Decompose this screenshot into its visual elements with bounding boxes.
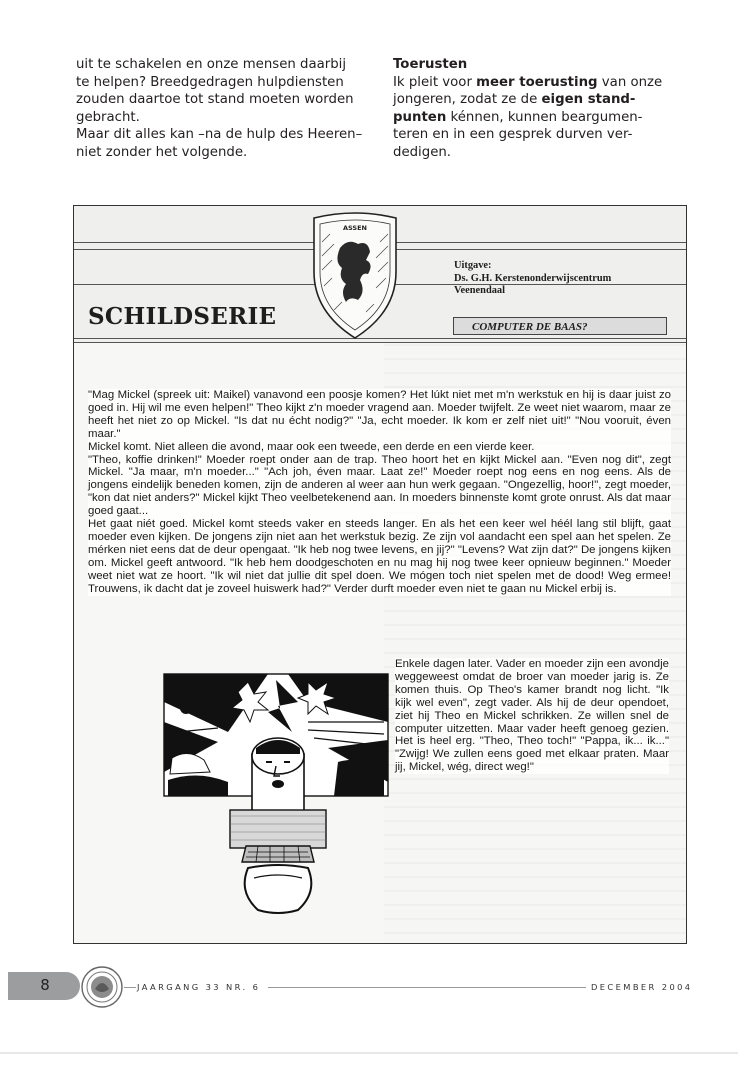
divider: [0, 1052, 738, 1054]
series-header: [74, 206, 686, 343]
text-line: te helpen? Breedgedragen hulpdiensten: [76, 74, 344, 90]
text-line: zouden daartoe tot stand moeten worden: [76, 92, 354, 108]
story-paragraph: Mickel komt. Niet alleen die avond, maar ook een tweede, een derde en een vierde keer.: [88, 440, 535, 453]
story-paragraph: "Theo, koffie drinken!" Moeder roept onder aan de trap. Theo hoort het en kijkt Mickel aan. "Even nog dit", zegt Mickel. "Ja maar, m'n moeder..." "Ach joh, éven maar. Laat ze!" Moeder roept nog eens en nog eens. Als de jongens eindelijk beneden komen, zijn de anderen al weer aan hun werk gegaan. "Ongezellig, hoor!", zegt moeder, "kon dat niet anders?" Mickel kijkt Theo veelbetekenend aan. In moeders binnenste komt grote onrust. Als dat maar goed gaat...: [88, 453, 671, 518]
article-column-right: [393, 56, 683, 162]
text-line: niet zonder het volgende.: [76, 144, 248, 160]
publisher-label: Uitgave:: [454, 260, 492, 271]
text-line: Maar dit alles kan –na de hulp des Heeren–: [76, 127, 363, 143]
text-line: punten kénnen, kunnen beargumen-: [393, 109, 643, 125]
story-paragraph: Enkele dagen later. Vader en moeder zijn een avondje weggeweest omdat de broer van moeder jarig is. Ze komen thuis. Op Theo's kamer brandt nog licht. "Ik kijk wel even", zegt vader. Als hij de deur opendoet, ziet hij Theo en Mickel schrikken. Ze willen snel de computer uitzetten. Maar vader heeft genoeg gezien. Het is heel erg. "Theo, Theo toch!" "Pappa, ik... ik..." "Zwijg! We zullen eens goed met elkaar praten. Maar jij, Mickel, wég, direct weg!": [395, 658, 669, 774]
text-line: uit te schakelen en onze mensen daarbij: [76, 57, 347, 72]
boy-at-computer-illustration: [158, 662, 394, 916]
book-excerpt-frame: [73, 205, 687, 944]
book-title: COMPUTER DE BAAS?: [453, 317, 667, 335]
issue-date: DECEMBER 2004: [591, 982, 693, 992]
series-title: SCHILDSERIE: [88, 303, 282, 330]
publisher-info: [454, 260, 611, 298]
text-line: Ik pleit voor meer toerusting van onze: [393, 74, 663, 90]
text-line: dedigen.: [393, 144, 452, 160]
story-text: [88, 389, 671, 596]
story-paragraph: Het gaat niét goed. Mickel komt steeds vaker en steeds langer. En als het een keer wel héél lang stil blijft, gaat moeder even kijken. De jongens zijn niet aan het werkstuk bezig. Ze zijn vol aandacht een spel aan het spelen. Ze mérken niet eens dat de deur opengaat. "Ik heb nog twee levens, en jij?" "Levens? Wat zijn dat?" De jongens kijken om. Mickel geeft antwoord. "Ik heb hem doodgeschoten en nu mag hij nog twee keer opnieuw beginnen." Moeder weet niet wat ze hoort. "Ik wil niet dat jullie dit spel doen. We mógen toch niet spelen met de dood! Weg ermee! Trouwens, ik dacht dat je zoveel huiswerk had?" Verder durft moeder even niet te gaan nu Mickel erbij is.: [88, 518, 671, 595]
article-column-left: [76, 56, 376, 162]
crest-text: ASSEN: [343, 224, 367, 232]
divider: [124, 987, 136, 988]
publisher-city: Veenendaal: [454, 285, 505, 296]
section-heading: Toerusten: [393, 57, 468, 72]
page-number: 8: [40, 976, 50, 994]
publisher-name: Ds. G.H. Kerstenonderwijscentrum: [454, 272, 612, 284]
magazine-seal-icon: [80, 965, 124, 1009]
divider: [268, 987, 586, 988]
shield-crest-icon: [310, 212, 400, 342]
story-paragraph: "Mag Mickel (spreek uit: Maikel) vanavond een poosje komen? Het lúkt niet met m'n werkstuk en hij is daar juist zo goed in. Hij wil me even helpen!" Theo kijkt z'n moeder vragend aan. Moeder twijfelt. Ze weet niet waarom, maar ze heeft het niet zo op Mickel. "Is dat nu écht nodig?" "Ja, echt moeder. Ik kom er zelf niet uit!" "Nou vooruit, éven maar.": [88, 389, 671, 440]
text-line: teren en in een gesprek durven ver-: [393, 127, 633, 143]
issue-label: JAARGANG 33 NR. 6: [137, 982, 261, 992]
text-line: jongeren, zodat ze de eigen stand-: [393, 92, 636, 108]
text-line: gebracht.: [76, 109, 140, 125]
